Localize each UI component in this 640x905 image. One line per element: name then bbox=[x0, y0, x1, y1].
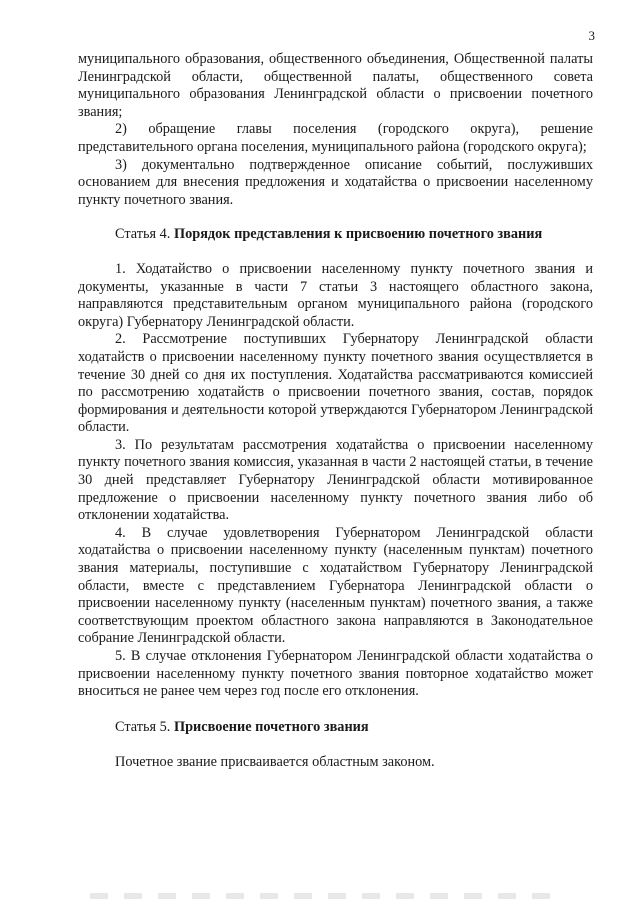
article-4-paragraph-4: 4. В случае удовлетворения Губернатором Ленинградской области ходатайства о присвоении населенному пункту (населенным пунктам) почетного звания материалы, поступившие с ходатайством Губернатору Ленинградской области, вместе с представлением Губернатора Ленинградской области о присвоении населенному пункту (населенным пунктам) почетного звания, а также соответствующим проектом областного закона направляются в Законодательное собрание Ленинградской области. bbox=[78, 524, 593, 647]
article-4-prefix: Статья 4. bbox=[115, 226, 171, 243]
page-number: 3 bbox=[588, 28, 595, 43]
article-4-heading bbox=[78, 226, 593, 244]
article-4-paragraph-1: 1. Ходатайство о присвоении населенному пункту почетного звания и документы, указанные в части 7 статьи 3 настоящего областного закона, направляются представительным органом муниципального района (городского округа) Губернатору Ленинградской области. bbox=[78, 260, 593, 330]
intro-paragraph-3: 3) документально подтвержденное описание событий, послуживших основанием для внесения предложения и ходатайства о присвоении населенному пункту почетного звания. bbox=[78, 156, 593, 208]
document-body bbox=[78, 51, 593, 772]
intro-paragraph-1: муниципального образования, общественного объединения, Общественной палаты Ленинградской области, общественной палаты, общественного совета муниципального образования Ленинградской области о присвоении почетного звания; bbox=[78, 51, 593, 120]
article-5-paragraph-1: Почетное звание присваивается областным законом. bbox=[115, 754, 435, 771]
intro-paragraph-2: 2) обращение главы поселения (городского округа), решение представительного органа поселения, муниципального района (городского округа); bbox=[78, 121, 593, 155]
article-5-heading bbox=[78, 719, 593, 737]
article-4-paragraph-5: 5. В случае отклонения Губернатором Ленинградской области ходатайства о присвоении населенному пункту почетного звания повторное ходатайство может вноситься не ранее чем через год после его отклонения. bbox=[78, 648, 593, 700]
article-4-title: Порядок представления к присвоению почетного звания bbox=[173, 226, 543, 243]
article-4-paragraph-2: 2. Рассмотрение поступивших Губернатору Ленинградской области ходатайств о присвоении населенному пункту почетного звания осуществляется в течение 30 дней со дня их поступления. Ходатайства рассматриваются комиссией по рассмотрению ходатайств о присвоении почетного звания, состав, порядок формирования и деятельности которой утверждаются Губернатором Ленинградской области. bbox=[78, 331, 593, 436]
article-5-prefix: Статья 5. bbox=[115, 718, 171, 735]
scan-artifact bbox=[90, 893, 560, 899]
article-5-title: Присвоение почетного звания bbox=[173, 718, 369, 735]
article-4-paragraph-3: 3. По результатам рассмотрения ходатайства о присвоении населенному пункту почетного звания комиссия, указанная в части 2 настоящей статьи, в течение 30 дней представляет Губернатору Ленинградской области мотивированное предложение о присвоении населенному пункту почетного звания либо об отклонении ходатайства. bbox=[78, 436, 593, 524]
